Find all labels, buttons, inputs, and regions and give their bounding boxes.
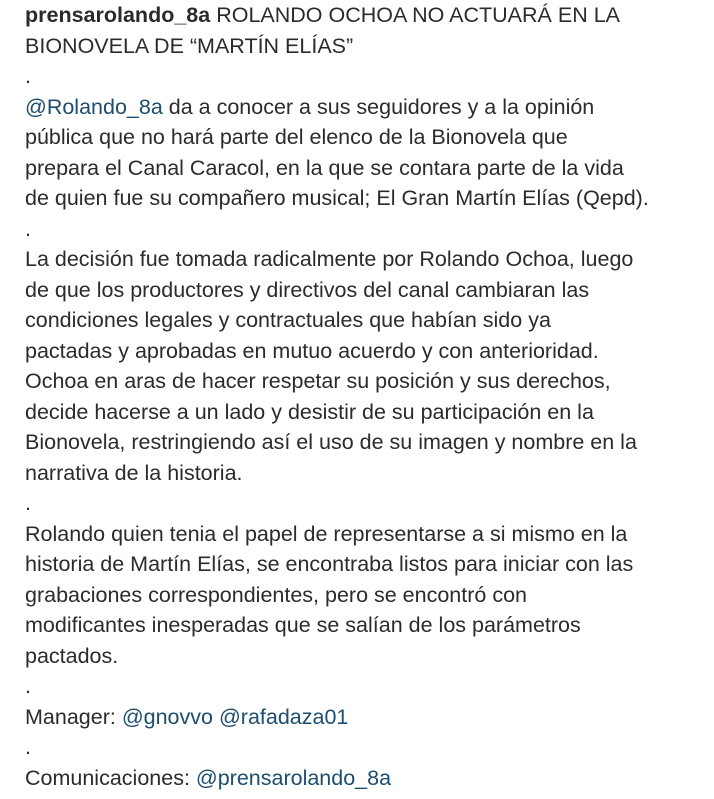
caption-line bbox=[25, 641, 706, 672]
caption-text: La decisión fue tomada radicalmente por Rolando Ochoa, luego bbox=[25, 247, 634, 271]
caption-text: ROLANDO OCHOA NO ACTUARÁ EN LA bbox=[210, 3, 620, 27]
caption-line bbox=[25, 336, 706, 367]
caption-line bbox=[25, 31, 706, 62]
caption-line bbox=[25, 214, 706, 245]
caption-line bbox=[25, 183, 706, 214]
caption-text: condiciones legales y contractuales que habían sido ya bbox=[25, 308, 551, 332]
caption-line bbox=[25, 763, 706, 794]
caption-text: narrativa de la historia. bbox=[25, 460, 243, 485]
caption-text: de quien fue su compañero musical; El Gran Martín Elías (Qepd). bbox=[25, 186, 649, 210]
caption-line bbox=[25, 366, 706, 397]
caption-text: pactadas y aprobadas en mutuo acuerdo y con anterioridad. bbox=[25, 338, 599, 363]
caption-line bbox=[25, 732, 706, 763]
caption-text: Rolando quien tenia el papel de representarse a si mismo en la bbox=[25, 521, 628, 546]
caption-text: . bbox=[25, 735, 31, 759]
caption-line bbox=[25, 153, 706, 184]
caption-line bbox=[25, 244, 706, 275]
caption-text: de que los productores y directivos del canal cambiaran las bbox=[25, 277, 590, 302]
caption-text: . bbox=[25, 491, 31, 515]
caption-line bbox=[25, 427, 706, 458]
caption-text: pactados. bbox=[25, 643, 119, 668]
mention-link[interactable]: @prensarolando_8a bbox=[195, 765, 392, 790]
caption-text: . bbox=[25, 216, 31, 241]
caption-line bbox=[25, 0, 706, 31]
caption-line bbox=[25, 275, 706, 306]
mention-link[interactable]: @rafadaza01 bbox=[218, 704, 349, 729]
caption-text: pública que no hará parte del elenco de la Bionovela que bbox=[25, 125, 568, 149]
caption-line bbox=[25, 61, 706, 92]
caption-line bbox=[25, 92, 706, 123]
caption-text: Comunicaciones: bbox=[25, 765, 196, 790]
caption-line bbox=[25, 702, 706, 733]
caption-line bbox=[25, 671, 706, 702]
caption-text: prepara el Canal Caracol, en la que se contara parte de la vida bbox=[25, 155, 624, 180]
caption-text: da a conocer a sus seguidores y a la opinión bbox=[162, 94, 595, 119]
mention-link[interactable]: @Rolando_8a bbox=[25, 94, 163, 119]
mention-link[interactable]: @gnovvo bbox=[121, 704, 213, 729]
caption-line bbox=[25, 519, 706, 550]
caption-text: . bbox=[25, 64, 31, 88]
caption-text: . bbox=[25, 674, 31, 698]
caption-text: grabaciones correspondientes, pero se encontró con bbox=[25, 582, 527, 607]
caption-text: Manager: bbox=[25, 704, 122, 729]
poster-username[interactable]: prensarolando_8a bbox=[25, 3, 211, 27]
caption-line bbox=[25, 397, 706, 428]
caption-line bbox=[25, 305, 706, 336]
caption-text: Ochoa en aras de hacer respetar su posición y sus derechos, bbox=[25, 369, 611, 393]
caption-line bbox=[25, 458, 706, 489]
caption-line bbox=[25, 580, 706, 611]
caption-line bbox=[25, 122, 706, 153]
caption-text: modificantes inesperadas que se salían de los parámetros bbox=[25, 613, 581, 637]
caption-text: decide hacerse a un lado y desistir de su participación en la bbox=[25, 399, 594, 424]
caption-line bbox=[25, 488, 706, 519]
caption-text: Bionovela, restringiendo así el uso de su imagen y nombre en la bbox=[25, 430, 637, 454]
caption-line bbox=[25, 549, 706, 580]
caption-text: historia de Martín Elías, se encontraba listos para iniciar con las bbox=[25, 552, 634, 576]
caption-line bbox=[25, 610, 706, 641]
caption-text: BIONOVELA DE “MARTÍN ELÍAS” bbox=[25, 33, 354, 58]
